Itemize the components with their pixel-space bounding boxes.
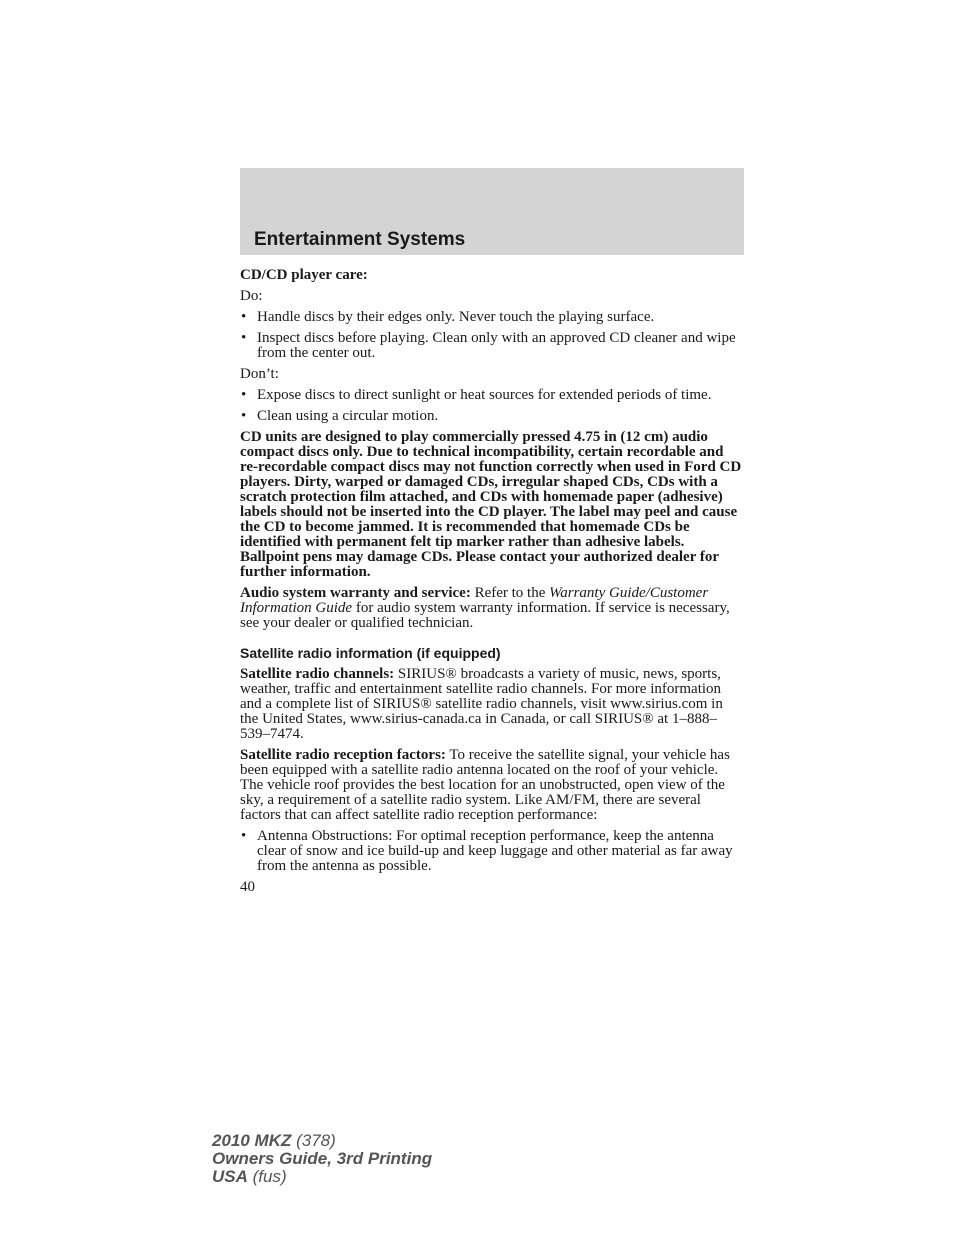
dont-label: Don’t:	[240, 366, 279, 382]
footer-line-1	[212, 1132, 432, 1150]
list-item	[240, 388, 744, 403]
satellite-reception-text: To receive the satellite signal, your vehicle has been equipped with a satellite radio antenna located on the roof of your vehicle. The vehicle roof provides the best location for an unobstructed, open view of the sky, a requirement of a satellite radio system. Like AM/FM, there are several factors that can affect satellite radio reception performance:	[240, 747, 730, 823]
warranty-guide-title: Warranty Guide/Customer Information Guide	[240, 585, 709, 616]
page-number: 40	[240, 879, 255, 895]
section-header-band	[240, 168, 744, 255]
satellite-channels-text: SIRIUS® broadcasts a variety of music, news, sports, weather, traffic and entertainment satellite radio channels. For more information and a complete list of SIRIUS® satellite radio channels, visit www.sirius.com in the United States, www.sirius-canada.ca in Canada, or call SIRIUS® at 1–888–539–7474.	[240, 666, 723, 742]
cd-care-heading: CD/CD player care:	[240, 267, 368, 283]
list-item	[240, 310, 744, 325]
satellite-reception-label: Satellite radio reception factors:	[240, 747, 446, 763]
section-title: Entertainment Systems	[254, 229, 466, 250]
bullet-icon: •	[241, 408, 247, 424]
do-label: Do:	[240, 288, 263, 304]
bullet-icon: •	[241, 309, 247, 325]
warranty-text-before: Refer to the	[470, 585, 550, 601]
reception-factor-1: Antenna Obstructions: For optimal reception performance, keep the antenna clear of snow and ice build-up and keep luggage and other material as far away from the antenna as possible.	[257, 828, 733, 874]
document-footer	[212, 1132, 432, 1186]
list-item	[240, 829, 744, 874]
page-content	[240, 268, 744, 895]
do-item-2: Inspect discs before playing. Clean only with an approved CD cleaner and wipe from the center out.	[257, 330, 736, 361]
dont-item-2: Clean using a circular motion.	[257, 408, 439, 424]
cd-notice: CD units are designed to play commercially pressed 4.75 in (12 cm) audio compact discs only. Due to technical incompatibility, certain recordable and re-recordable compact discs may not function correctly when used in Ford CD players. Dirty, warped or damaged CDs, irregular shaped CDs, CDs with a scratch protection film attached, and CDs with homemade paper (adhesive) labels should not be inserted into the CD player. The label may peel and cause the CD to become jammed. It is recommended that homemade CDs be identified with permanent felt tip marker rather than adhesive labels. Ballpoint pens may damage CDs. Please contact your authorized dealer for further information.	[240, 429, 742, 580]
bullet-icon: •	[241, 330, 247, 346]
footer-region-code: (fus)	[252, 1167, 287, 1186]
list-item	[240, 331, 744, 361]
bullet-icon: •	[241, 387, 247, 403]
satellite-channels-paragraph	[240, 667, 744, 742]
warranty-text-after: for audio system warranty information. If service is necessary, see your dealer or qualified technician.	[240, 600, 730, 631]
bullet-icon: •	[241, 828, 247, 844]
dont-item-1: Expose discs to direct sunlight or heat sources for extended periods of time.	[257, 387, 712, 403]
footer-model: 2010 MKZ	[212, 1131, 292, 1150]
do-item-1: Handle discs by their edges only. Never touch the playing surface.	[257, 309, 655, 325]
warranty-paragraph	[240, 586, 744, 631]
footer-model-code: (378)	[296, 1131, 336, 1150]
footer-guide: Owners Guide, 3rd Printing	[212, 1149, 433, 1168]
satellite-channels-label: Satellite radio channels:	[240, 666, 395, 682]
list-item	[240, 409, 744, 424]
satellite-heading: Satellite radio information (if equipped)	[240, 645, 501, 661]
footer-line-3	[212, 1168, 432, 1186]
satellite-reception-paragraph	[240, 748, 744, 823]
footer-region: USA	[212, 1167, 248, 1186]
warranty-label: Audio system warranty and service:	[240, 585, 471, 601]
